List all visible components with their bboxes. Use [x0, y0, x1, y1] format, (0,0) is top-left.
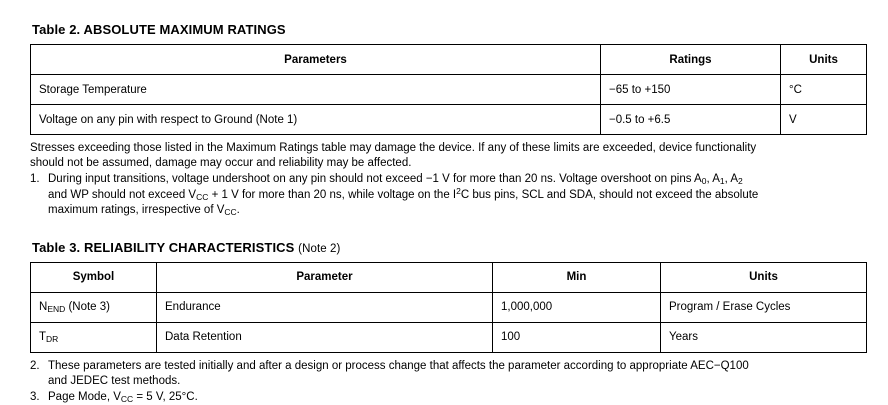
table3-header-symbol: Symbol [31, 262, 157, 292]
table2-section [30, 22, 870, 218]
symbol-subscript: DR [46, 334, 59, 345]
note-1 [30, 172, 870, 218]
table2-title: Table 2. ABSOLUTE MAXIMUM RATINGS [32, 22, 286, 37]
table2-cell-rating: −0.5 to +6.5 [601, 105, 781, 135]
note-1-sub-a1: 1 [719, 176, 725, 187]
note-1-text-part8: . [236, 203, 240, 216]
table2-header-parameters: Parameters [31, 45, 601, 75]
note-1-sub-vcc2: CC [224, 206, 237, 217]
table3-header-row [31, 262, 867, 292]
table-row [31, 105, 867, 135]
table2-notes [30, 141, 870, 218]
note-2 [30, 359, 870, 389]
note-1-text-part3: , A [724, 173, 739, 186]
table3 [30, 262, 867, 353]
note-2-line1: These parameters are tested initially and after a design or process change that affects the parameter according to appropriate AEC−Q100 [48, 359, 749, 372]
table3-header-units: Units [661, 262, 867, 292]
table3-cell-symbol [31, 292, 157, 322]
table2-header-units: Units [781, 45, 867, 75]
note-1-number: 1. [30, 173, 40, 186]
table3-cell-units: Program / Erase Cycles [661, 292, 867, 322]
table3-cell-units: Years [661, 322, 867, 352]
note-3-text-part1: Page Mode, V [48, 391, 121, 404]
note-1-body [48, 172, 870, 218]
note-1-text-part7: maximum ratings, irrespective of V [48, 203, 225, 216]
stress-note-line2: should not be assumed, damage may occur and reliability may be affected. [30, 157, 412, 170]
table2-cell-parameter: Voltage on any pin with respect to Ground (Note 1) [31, 105, 601, 135]
note-1-sub-vcc1: CC [196, 191, 209, 202]
note-1-text-part6: C bus pins, SCL and SDA, should not exceed the absolute [460, 188, 759, 201]
table3-title [32, 240, 870, 255]
table2-header-row [31, 45, 867, 75]
table2 [30, 44, 867, 135]
table2-cell-unit: V [781, 105, 867, 135]
note-1-sub-a2: 2 [738, 176, 743, 187]
note-3-sub-vcc: CC [120, 394, 134, 405]
table3-cell-min: 100 [493, 322, 661, 352]
note-2-line2: and JEDEC test methods. [48, 375, 181, 388]
table3-header-parameter: Parameter [157, 262, 493, 292]
note-3-number: 3. [30, 391, 40, 404]
table3-notes [30, 359, 870, 405]
table3-title-note: (Note 2) [298, 242, 341, 255]
table3-cell-parameter: Data Retention [157, 322, 493, 352]
note-1-text-part5: + 1 V for more than 20 ns, while voltage on the I [208, 188, 457, 201]
note-1-sub-a0: 0 [701, 176, 707, 187]
stress-note-line1: Stresses exceeding those listed in the Maximum Ratings table may damage the device. If any of these limits are exceeded, device functionality [30, 142, 757, 154]
table-row [31, 75, 867, 105]
table-row [31, 322, 867, 352]
table3-cell-parameter: Endurance [157, 292, 493, 322]
note-2-number: 2. [30, 359, 40, 372]
table2-cell-parameter: Storage Temperature [31, 75, 601, 105]
table2-cell-unit: °C [781, 75, 867, 105]
table3-header-min: Min [493, 262, 661, 292]
table3-section [30, 240, 870, 405]
table3-title-text: Table 3. RELIABILITY CHARACTERISTICS [32, 239, 295, 255]
table2-cell-rating: −65 to +150 [601, 75, 781, 105]
symbol-main: T [39, 331, 47, 344]
note-3-text-part2: = 5 V, 25°C. [133, 391, 198, 404]
table-row [31, 292, 867, 322]
symbol-main: N [39, 301, 48, 314]
note-1-text-part4: and WP should not exceed V [48, 188, 197, 201]
table3-cell-symbol [31, 322, 157, 352]
table3-cell-min: 1,000,000 [493, 292, 661, 322]
table2-header-ratings: Ratings [601, 45, 781, 75]
symbol-note: (Note 3) [65, 301, 111, 314]
note-1-sup-i2c: 2 [456, 185, 461, 196]
note-1-text-part2: , A [706, 173, 720, 186]
note-2-body [48, 359, 870, 389]
note-1-text-part1: During input transitions, voltage undershoot on any pin should not exceed −1 V for more than 20 ns. Voltage overshoot on pins A [48, 173, 702, 186]
symbol-subscript: END [47, 304, 66, 315]
